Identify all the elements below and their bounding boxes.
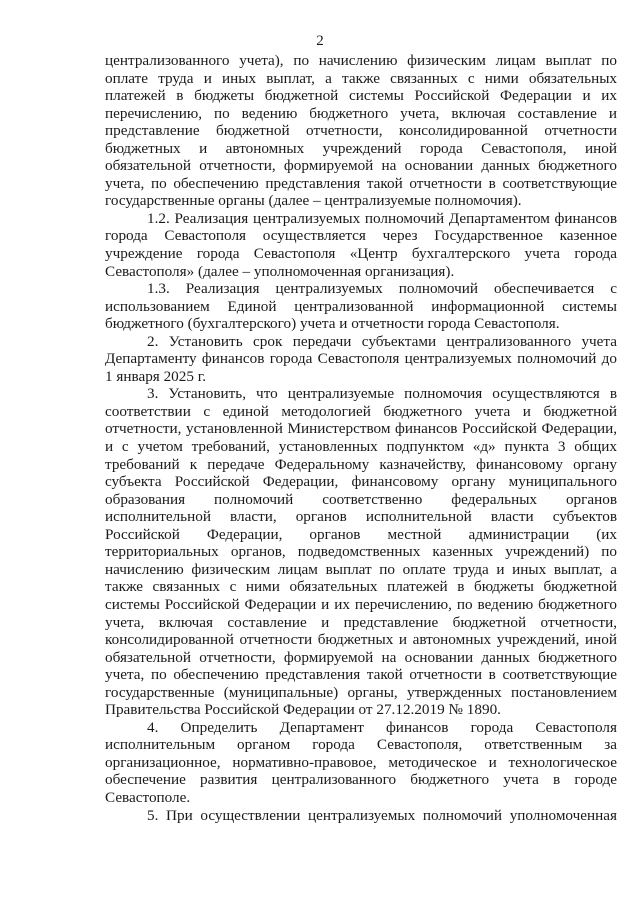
- paragraph-5: 5. При осуществлении централизуемых полномочий уполномоченная: [147, 806, 617, 824]
- paragraph-4: 4. Определить Департамент финансов города Севастополя исполнительным органом города Севастополя, ответственным за организационное, нормативно-правовое, методическое и технологическое обеспечение развития централизованного бюджетного учета в городе Севастополе.: [105, 718, 617, 806]
- page-number: 2: [316, 33, 324, 49]
- document-body: [105, 52, 617, 824]
- paragraph-continuation: централизованного учета), по начислению физическим лицам выплат по оплате труда и иных выплат, а также связанных с ними обязательных платежей в бюджеты бюджетной системы Российской Федерации и их перечислению, по ведению бюджетного учета, включая составление и представление бюджетной отчетности, консолидированной отчетности бюджетных и автономных учреждений города Севастополя, иной обязательной отчетности, формируемой на основании данных бюджетного учета, по обеспечению представления такой отчетности в соответствующие государственные органы (далее – централизуемые полномочия).: [105, 52, 617, 210]
- paragraph-3: 3. Установить, что централизуемые полномочия осуществляются в соответствии с единой методологией бюджетного учета и бюджетной отчетности, установленной Министерством финансов Российской Федерации, и с учетом требований, установленных подпунктом «д» пункта 3 общих требований к передаче Федеральному казначейству, финансовому органу субъекта Российской Федерации, финансовому органу муниципального образования полномочий соответственно федеральных органов исполнительной власти, органов исполнительной власти субъектов Российской Федерации, органов местной администрации (их территориальных органов, подведомственных казенных учреждений) по начислению физическим лицам выплат по оплате труда и иных выплат, а также связанных с ними обязательных платежей в бюджеты бюджетной системы Российской Федерации и их перечислению, по ведению бюджетного учета, включая составление и представление бюджетной отчетности, консолидированной отчетности бюджетных и автономных учреждений, иной обязательной отчетности, формируемой на основании данных бюджетного учета, по обеспечению представления такой отчетности в соответствующие государственные (муниципальные) органы, утвержденных постановлением Правительства Российской Федерации от 27.12.2019 № 1890.: [105, 385, 617, 719]
- paragraph-1-2: 1.2. Реализация централизуемых полномочий Департаментом финансов города Севастополя осуществляется через Государственное казенное учреждение города Севастополя «Центр бухгалтерского учета города Севастополя» (далее – уполномоченная организация).: [105, 209, 617, 280]
- paragraph-1-3: 1.3. Реализация централизуемых полномочий обеспечивается с использованием Единой централизованной информационной системы бюджетного (бухгалтерского) учета и отчетности города Севастополя.: [105, 280, 617, 333]
- paragraph-2: 2. Установить срок передачи субъектами централизованного учета Департаменту финансов города Севастополя централизуемых полномочий до 1 января 2025 г.: [105, 332, 617, 385]
